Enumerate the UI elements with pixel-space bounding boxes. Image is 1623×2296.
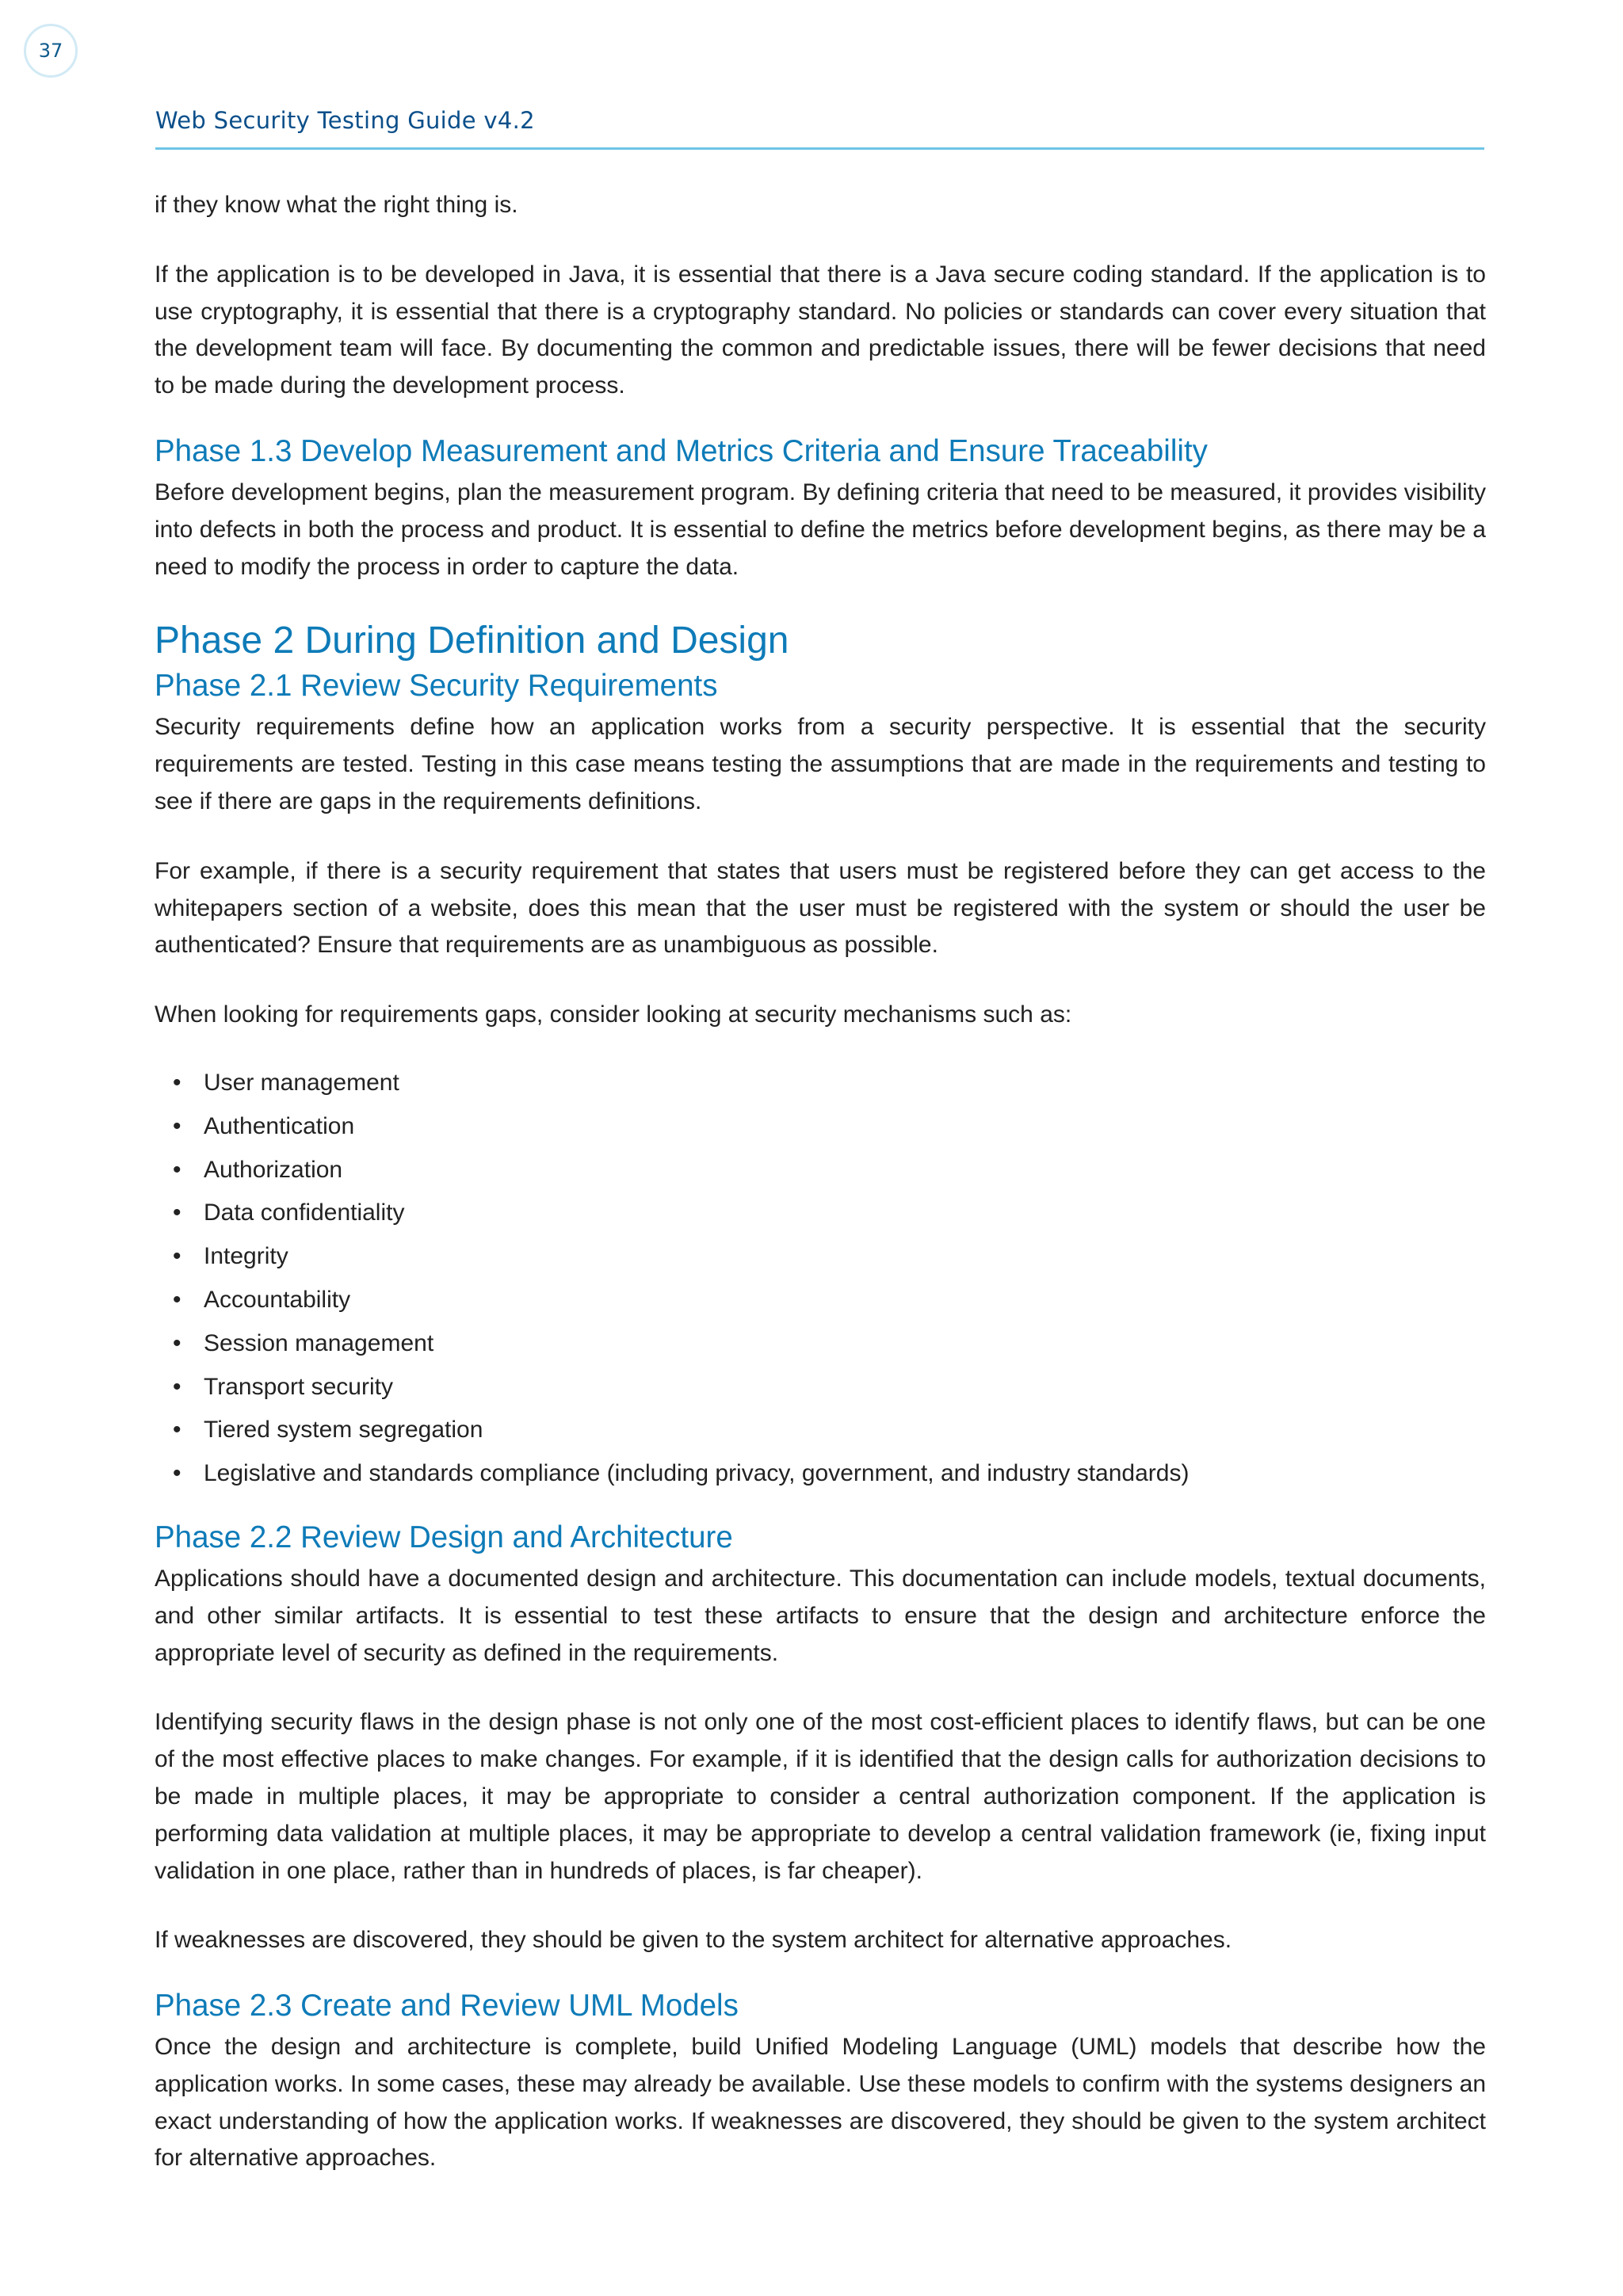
page-number: 37 (38, 40, 63, 62)
list-item (155, 1366, 1486, 1409)
page-content (155, 187, 1486, 2177)
section-heading: Phase 2.1 Review Security Requirements (155, 669, 718, 704)
paragraph: If weaknesses are discovered, they should be given to the system architect for alternative approaches. (155, 1927, 1232, 1954)
security-mechanisms-list (155, 1062, 1486, 1496)
bullet-icon: • (173, 1156, 181, 1183)
list-item (155, 1452, 1486, 1496)
bullet-icon: • (173, 1199, 181, 1226)
paragraph: If the application is to be developed in Java, it is essential that there is a Java secure coding standard. If the application is to use cryptography, it is essential that there is a cryptography standard. No policies or standards can cover every situation that the development team will face. By documenting the common and predictable issues, there will be fewer decisions that need to be made during the development process. (155, 261, 1486, 399)
running-header-title: Web Security Testing Guide v4.2 (155, 107, 535, 134)
list-item (155, 1235, 1486, 1279)
paragraph: For example, if there is a security requirement that states that users must be registered before they can get access to the whitepapers section of a website, does this mean that the user must be registered with the system or should the user be authenticated? Ensure that requirements are as unambiguous as possible. (155, 857, 1486, 959)
list-item (155, 1409, 1486, 1452)
paragraph: if they know what the right thing is. (155, 192, 518, 218)
paragraph: Once the design and architecture is complete, build Unified Modeling Language (UML) models that describe how the application works. In some cases, these may already be available. Use these models to confirm with the systems designers an exact understanding of how the application works. If weaknesses are discovered, they should be given to the system architect for alternative approaches. (155, 2034, 1486, 2172)
list-item (155, 1192, 1486, 1235)
list-item-text: Authorization (204, 1156, 343, 1183)
paragraph: Before development begins, plan the measurement program. By defining criteria that need to be measured, it provides visibility into defects in both the process and product. It is essential to define the metrics before development begins, as there may be a need to modify the process in order to capture the data. (155, 479, 1486, 580)
paragraph: When looking for requirements gaps, consider looking at security mechanisms such as: (155, 1001, 1072, 1028)
bullet-icon: • (173, 1243, 181, 1270)
bullet-icon: • (173, 1286, 181, 1313)
list-item (155, 1279, 1486, 1322)
bullet-icon: • (173, 1373, 181, 1400)
list-item-text: Authentication (204, 1112, 355, 1139)
header-divider (155, 147, 1484, 150)
list-item-text: Legislative and standards compliance (including privacy, government, and industry standards) (204, 1460, 1190, 1487)
bullet-icon: • (173, 1112, 181, 1139)
list-item-text: Accountability (204, 1286, 351, 1313)
section-heading: Phase 2.2 Review Design and Architecture (155, 1520, 733, 1554)
list-item-text: User management (204, 1069, 399, 1096)
bullet-icon: • (173, 1329, 181, 1356)
list-item-text: Data confidentiality (204, 1199, 405, 1226)
list-item-text: Integrity (204, 1243, 288, 1270)
list-item-text: Transport security (204, 1373, 393, 1400)
section-heading: Phase 1.3 Develop Measurement and Metrics Criteria and Ensure Traceability (155, 433, 1208, 468)
page-number-badge (24, 24, 78, 78)
chapter-heading: Phase 2 During Definition and Design (155, 620, 789, 662)
bullet-icon: • (173, 1460, 181, 1487)
bullet-icon: • (173, 1417, 181, 1444)
section-heading: Phase 2.3 Create and Review UML Models (155, 1989, 739, 2023)
list-item (155, 1105, 1486, 1149)
paragraph: Applications should have a documented design and architecture. This documentation can include models, textual documents, and other similar artifacts. It is essential to test these artifacts to ensure that the design and architecture enforce the appropriate level of security as defined in the requirements. (155, 1565, 1486, 1666)
list-item-text: Tiered system segregation (204, 1417, 483, 1444)
paragraph: Security requirements define how an application works from a security perspective. It is essential that the security requirements are tested. Testing in this case means testing the assumptions that are made in the requirements and testing to see if there are gaps in the requirements definitions. (155, 714, 1486, 814)
list-item (155, 1322, 1486, 1366)
list-item (155, 1149, 1486, 1192)
paragraph: Identifying security flaws in the design phase is not only one of the most cost-efficient places to identify flaws, but can be one of the most effective places to make changes. For example, if it is identified that the design calls for authorization decisions to be made in multiple places, it may be appropriate to consider a central authorization component. If the application is performing data validation at multiple places, it may be appropriate to develop a central validation framework (ie, fixing input validation in one place, rather than in hundreds of places, is far cheaper). (155, 1709, 1486, 1884)
bullet-icon: • (173, 1069, 181, 1096)
list-item (155, 1062, 1486, 1105)
list-item-text: Session management (204, 1329, 434, 1356)
